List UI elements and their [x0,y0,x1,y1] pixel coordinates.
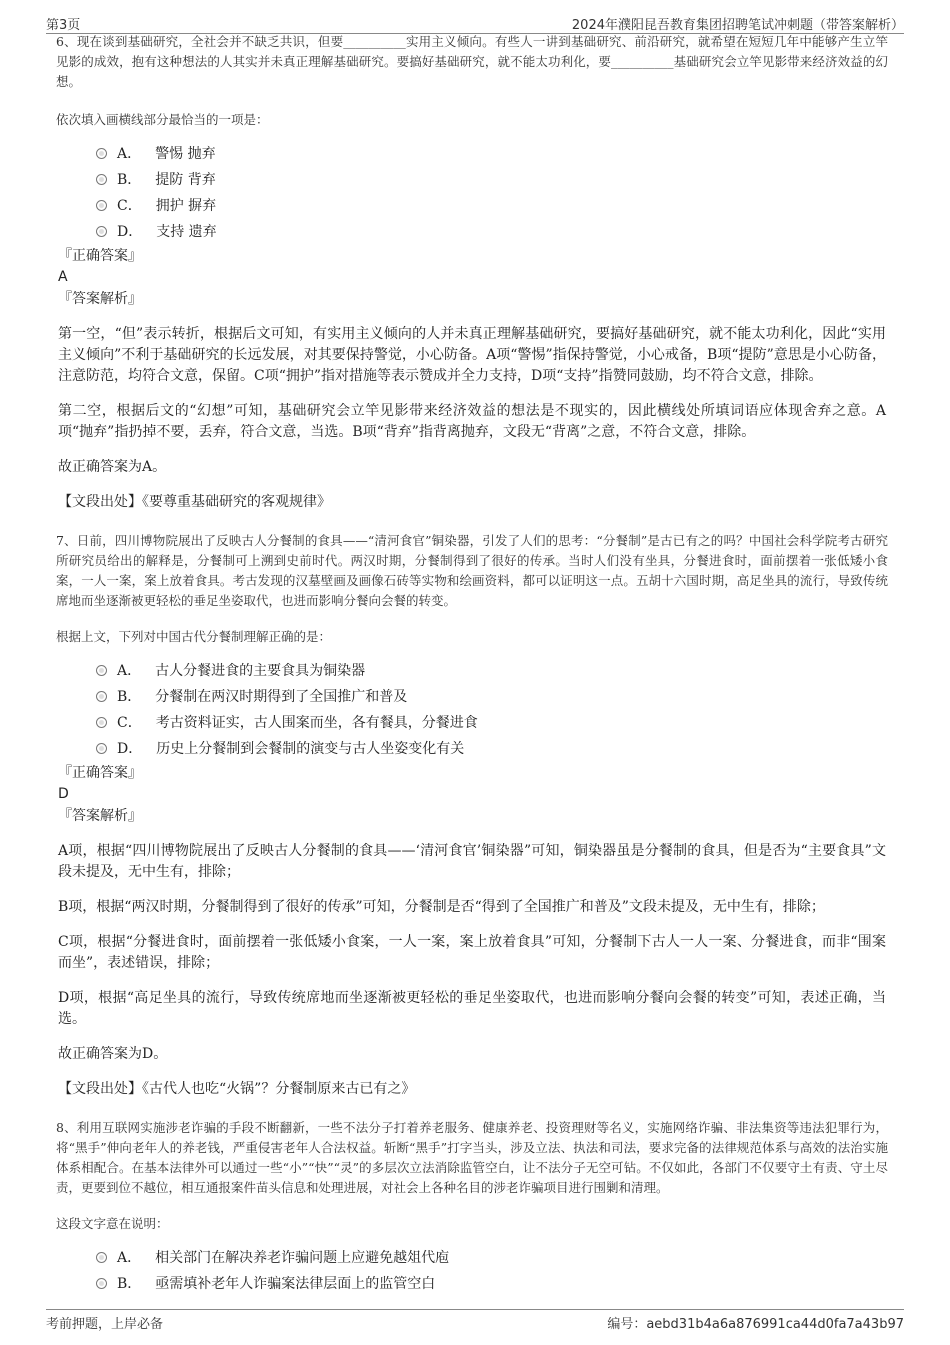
radio-icon[interactable] [96,691,107,702]
q6-analysis-1: 第一空，“但”表示转折，根据后文可知，有实用主义倾向的人并未真正理解基础研究，要搞好基础研究，就不能太功利化，因此“实用主义倾向”不利于基础研究的长远发展，对其要保持警觉，小心防备。A项“警惕”指保持警觉，小心戒备，B项“提防”意思是小心防备，注意防范，均符合文意，保留。C项“拥护”指对措施等表示赞成并全力支持，D项“支持”指赞同鼓励，均不符合文意，排除。 [58,326,886,384]
radio-icon[interactable] [96,174,107,185]
q6-option-a[interactable]: A． 警惕 抛弃 [96,140,950,166]
footer-slogan: 考前押题，上岸必备 [46,1317,164,1332]
q7-option-c[interactable]: C． 考古资料证实，古人围案而坐，各有餐具，分餐进食 [96,709,950,735]
q8-options [96,1244,950,1296]
document-id: 编号：aebd31b4a6a876991ca44d0fa7a43b97 [607,1317,904,1332]
radio-icon[interactable] [96,717,107,728]
q7-source: 【文段出处】《古代人也吃“火锅”？分餐制原来古已有之》 [58,1081,416,1097]
page-body [0,34,950,1296]
q7-analysis-d: D项，根据“高足坐具的流行，导致传统席地而坐逐渐被更轻松的垂足坐姿取代，也进而影响分餐向会餐的转变”可知，表述正确，当选。 [58,990,886,1027]
q7-option-d[interactable]: D． 历史上分餐制到会餐制的演变与古人坐姿变化有关 [96,735,950,761]
radio-icon[interactable] [96,200,107,211]
page-number: 第3页 [46,18,81,33]
q7-option-a[interactable]: A． 古人分餐进食的主要食具为铜染器 [96,657,950,683]
q7-conclusion: 故正确答案为D。 [58,1046,168,1062]
q6-analysis-label: 『答案解析』 [58,291,142,307]
page-footer [46,1313,904,1331]
q6-analysis-2: 第二空，根据后文的“幻想”可知，基础研究会立竿见影带来经济效益的想法是不现实的，因此横线处所填词语应体现舍弃之意。A项“抛弃”指扔掉不要，丢弃，符合文意，当选。B项“背弃”指背离抛弃，文段无“背离”之意，不符合文意，排除。 [58,403,886,440]
q6-option-b[interactable]: B． 提防 背弃 [96,166,950,192]
page-header [46,14,904,32]
footer-divider [46,1309,904,1310]
q7-analysis-a: A项，根据“四川博物院展出了反映古人分餐制的食具——‘清河食官’铜染器”可知，铜染器虽是分餐制的食具，但是否为“主要食具”文段未提及，无中生有，排除； [58,843,886,880]
radio-icon[interactable] [96,665,107,676]
q7-stem: 根据上文，下列对中国古代分餐制理解正确的是： [56,629,332,644]
q7-answer-label: 『正确答案』 [58,765,142,781]
q8-option-b[interactable]: B． 亟需填补老年人诈骗案法律层面上的监管空白 [96,1270,950,1296]
q6-stem: 依次填入画横线部分最恰当的一项是： [56,112,269,127]
radio-icon[interactable] [96,148,107,159]
q7-analysis-c: C项，根据“分餐进食时，面前摆着一张低矮小食案，一人一案，案上放着食具”可知，分餐制下古人一人一案、分餐进食，而非“围案而坐”，表述错误，排除； [58,934,886,971]
q8-option-a[interactable]: A． 相关部门在解决养老诈骗问题上应避免越俎代庖 [96,1244,950,1270]
q7-options [96,657,950,761]
radio-icon[interactable] [96,743,107,754]
q6-answer-label: 『正确答案』 [58,248,142,264]
q6-conclusion: 故正确答案为A。 [58,459,167,475]
q6-option-d[interactable]: D． 支持 遗弃 [96,218,950,244]
q6-options [96,140,950,244]
q6-option-c[interactable]: C． 拥护 摒弃 [96,192,950,218]
document-title: 2024年濮阳昆吾教育集团招聘笔试冲刺题（带答案解析） [571,18,904,33]
radio-icon[interactable] [96,226,107,237]
q7-analysis-label: 『答案解析』 [58,808,142,824]
q6-answer: A [58,269,68,285]
q8-stem: 这段文字意在说明： [56,1216,169,1231]
q7-answer: D [58,786,69,802]
q7-option-b[interactable]: B． 分餐制在两汉时期得到了全国推广和普及 [96,683,950,709]
radio-icon[interactable] [96,1252,107,1263]
q6-source: 【文段出处】《要尊重基础研究的客观规律》 [58,494,331,510]
q8-passage: 8、利用互联网实施涉老诈骗的手段不断翻新，一些不法分子打着养老服务、健康养老、投资理财等名义，实施网络诈骗、非法集资等违法犯罪行为，将“黑手”伸向老年人的养老钱，严重侵害老年人合法权益。斩断“黑手”打字当头，涉及立法、执法和司法，要求完备的法律规范体系与高效的法治实施体系相配合。在基本法律外可以通过一些“小”“快”“灵”的多层次立法消除监管空白，让不法分子无空可钻。不仅如此，各部门不仅要守土有责、守土尽责，更要到位不越位，相互通报案件苗头信息和处理进展，对社会上各种名目的涉老诈骗项目进行围剿和清理。 [56,1120,888,1195]
q7-passage: 7、日前，四川博物院展出了反映古人分餐制的食具——“清河食官”铜染器，引发了人们的思考：“分餐制”是古已有之的吗？中国社会科学院考古研究所研究员给出的解释是，分餐制可上溯到史前时代。两汉时期，分餐制得到了很好的传承。当时人们没有坐具，分餐进食时，面前摆着一张低矮小食案，一人一案，案上放着食具。考古发现的汉墓壁画及画像石砖等实物和绘画资料，都可以证明这一点。五胡十六国时期，高足坐具的流行，导致传统席地而坐逐渐被更轻松的垂足坐姿取代，也进而影响分餐向会餐的转变。 [56,533,888,608]
radio-icon[interactable] [96,1278,107,1289]
q6-passage: 6、现在谈到基础研究，全社会并不缺乏共识，但要__________实用主义倾向。有些人一讲到基础研究、前沿研究，就希望在短短几年中能够产生立竿见影的成效，抱有这种想法的人其实并未真正理解基础研究。要搞好基础研究，就不能太功利化，要__________基础研究会立竿见影带来经济效益的幻想。 [56,34,888,89]
q7-analysis-b: B项，根据“两汉时期，分餐制得到了很好的传承”可知，分餐制是否“得到了全国推广和普及”文段未提及，无中生有，排除； [58,899,825,915]
